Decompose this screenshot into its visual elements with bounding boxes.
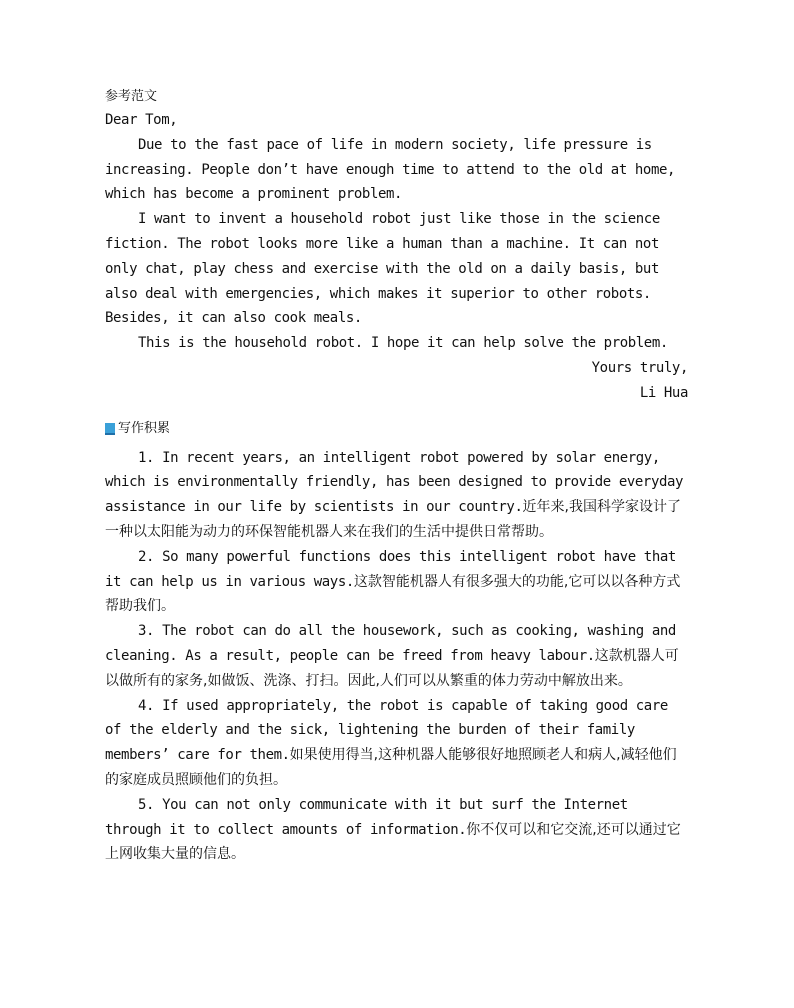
- letter-paragraph: I want to invent a household robot just like those in the science fiction. The robot looks more like a human than a machine. It can not only chat, play chess and exercise with the old on a daily basis, but also deal with emergencies, which makes it superior to other robots. Besides, it can also cook meals.: [105, 211, 660, 327]
- letter-closing: Yours truly,: [591, 359, 688, 376]
- item-english: 4. If used appropriately, the robot is capable of taking good care of the elderly and the sick, lightening the burden of their family members’ care for them.: [105, 697, 668, 764]
- item-english: 2. So many powerful functions does this intelligent robot have that it can help us in various ways.: [105, 548, 676, 590]
- letter-salutation: Dear Tom,: [105, 112, 178, 128]
- accumulation-item: [105, 793, 690, 867]
- item-english: 1. In recent years, an intelligent robot powered by solar energy, which is environmentally friendly, has been designed to provide everyday assistance in our life by scientists in our country.: [105, 449, 684, 516]
- document-content: [105, 88, 690, 867]
- item-chinese: 你不仅可以和它交流,还可以通过它上网收集大量的信息。: [105, 821, 681, 863]
- letter-paragraph: Due to the fast pace of life in modern society, life pressure is increasing. People don’t have enough time to attend to the old at home, which has become a prominent problem.: [105, 136, 676, 203]
- item-chinese: 如果使用得当,这种机器人能够很好地照顾老人和病人,减轻他们的家庭成员照顾他们的负担。: [105, 747, 677, 788]
- section-marker-icon: [105, 423, 115, 435]
- accumulation-item: [105, 619, 690, 693]
- accumulation-heading: 写作积累: [118, 420, 171, 436]
- item-english: 5. You can not only communicate with it but surf the Internet through it to collect amounts of information.: [105, 796, 628, 838]
- accumulation-header: [105, 420, 690, 438]
- model-essay-label: 参考范文: [105, 89, 158, 104]
- item-chinese: 近年来,我国科学家设计了一种以太阳能为动力的环保智能机器人来在我们的生活中提供日常帮助。: [105, 499, 681, 540]
- accumulation-item: [105, 545, 690, 619]
- accumulation-item: [105, 446, 690, 545]
- item-english: 3. The robot can do all the housework, such as cooking, washing and cleaning. As a result, people can be freed from heavy labour.: [105, 623, 676, 664]
- letter-paragraph: This is the household robot. I hope it can help solve the problem.: [138, 335, 668, 352]
- letter-signature: Li Hua: [639, 384, 688, 401]
- item-chinese: 这款智能机器人有很多强大的功能,它可以以各种方式帮助我们。: [105, 573, 681, 615]
- item-chinese: 这款机器人可以做所有的家务,如做饭、洗涤、打扫。因此,人们可以从繁重的体力劳动中解放出来。: [105, 647, 679, 689]
- accumulation-item: [105, 694, 690, 793]
